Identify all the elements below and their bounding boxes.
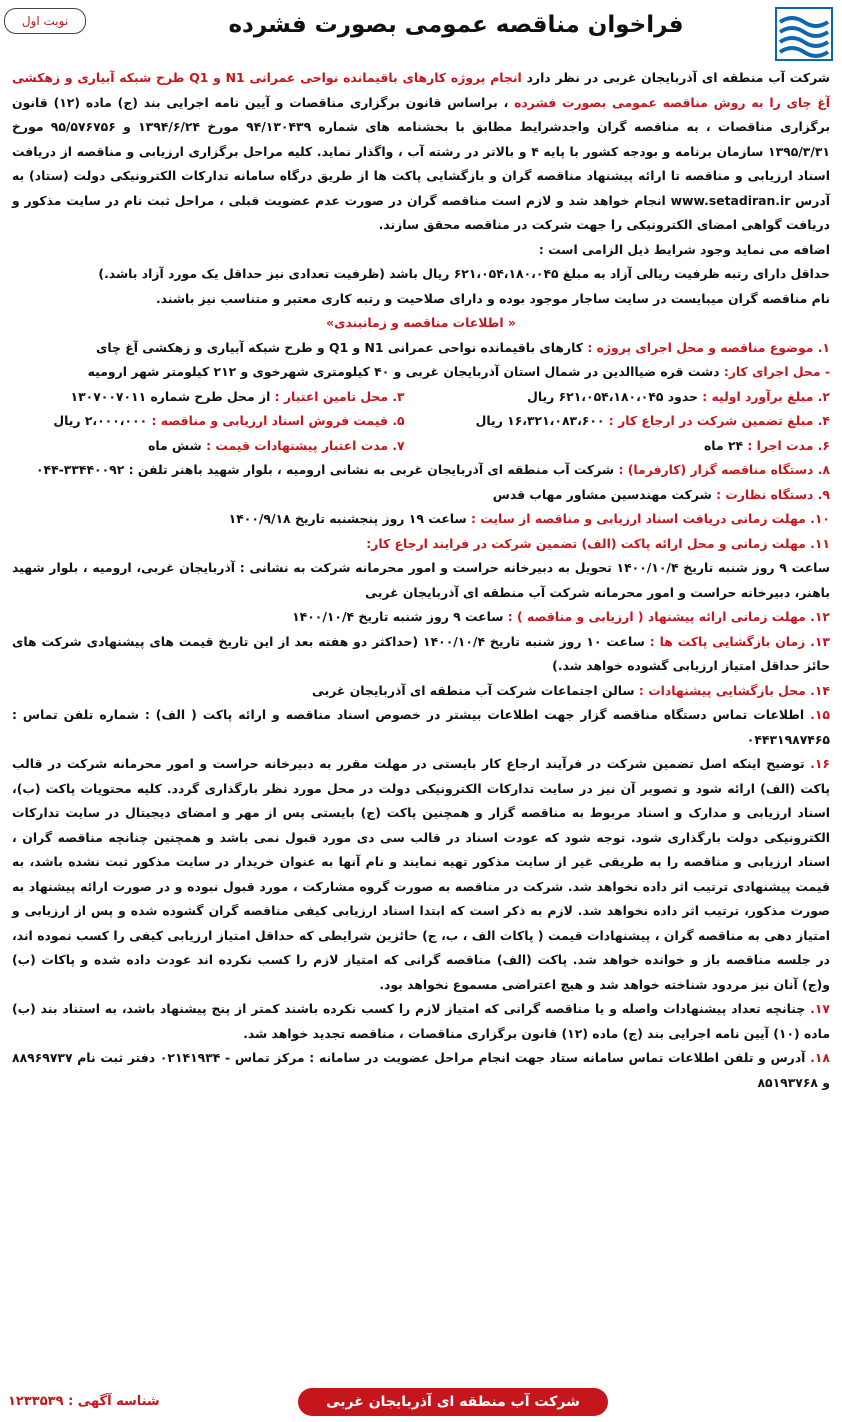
item-value: کارهای باقیمانده نواحی عمرانی N1 و Q1 و طرح شبکه آبیاری و زهکشی آغ چای: [96, 339, 588, 355]
item-1b: [12, 360, 830, 385]
item-value: ۲،۰۰۰،۰۰۰ ریال: [53, 413, 152, 428]
item-8: [12, 458, 830, 483]
item-11-label: ۱۱. مهلت زمانی و محل ارائه پاکت (الف) تضمین شرکت در فرایند ارجاع کار:: [366, 535, 830, 551]
conditions-intro: اضافه می نماید وجود شرایط ذیل الزامی است :: [538, 241, 830, 257]
item-value: شرکت مهندسین مشاور مهاب قدس: [492, 486, 717, 502]
item-label: ۵. قیمت فروش اسناد ارزیابی و مناقصه :: [151, 413, 405, 428]
item-label: ۴. مبلغ تضمین شرکت در ارجاع کار :: [608, 413, 830, 428]
item-3: [12, 385, 405, 410]
item-value: سالن اجتماعات شرکت آب منطقه ای آذربایجان غربی: [312, 682, 639, 698]
item-12: [12, 605, 830, 630]
footer: [0, 1378, 842, 1418]
item-number: ۱۸.: [810, 1050, 830, 1065]
water-company-logo-icon: [774, 6, 834, 62]
item-2: [405, 385, 830, 410]
company-banner: شرکت آب منطقه ای آذربایجان غربی: [298, 1388, 608, 1416]
item-row-2-3: [12, 385, 830, 410]
item-value: شش ماه: [148, 437, 207, 453]
item-label: ۳. محل تامین اعتبار :: [274, 388, 405, 404]
item-4: [405, 409, 830, 434]
item-9: [12, 483, 830, 508]
header: [0, 4, 842, 60]
item-label: ۱۳. زمان بازگشایی پاکت ها :: [649, 633, 830, 649]
intro-text: شرکت آب منطقه ای آذربایجان غربی در نظر دارد: [521, 70, 830, 85]
item-18: [12, 1046, 830, 1095]
item-value: آدرس و تلفن اطلاعات تماس سامانه ستاد جهت انجام مراحل عضویت در سامانه : مرکز تماس - ۰۲۱۴۱۹۳۴ دفتر ثبت نام ۸۸۹۶۹۷۳۷ و ۸۵۱۹۳۷۶۸: [12, 1050, 830, 1090]
item-row-4-5: [12, 409, 830, 434]
item-value: اطلاعات تماس دستگاه مناقصه گزار جهت اطلاعات بیشتر در خصوص اسناد مناقصه و ارائه پاکت ( الف) : شماره تلفن تماس : ۰۴۴۳۱۹۸۷۴۶۵: [12, 707, 830, 747]
item-value: از محل طرح شماره ۱۳۰۷۰۰۷۰۱۱: [70, 388, 275, 404]
item-value: ۲۴ ماه: [703, 437, 748, 453]
item-label: ۷. مدت اعتبار پیشنهادات قیمت :: [206, 437, 405, 453]
page-title: فراخوان مناقصه عمومی بصورت فشرده: [228, 12, 684, 38]
ad-id: شناسه آگهی : ۱۲۳۳۵۳۹: [8, 1394, 160, 1409]
item-number: ۱۶.: [810, 756, 830, 771]
item-value: حدود ۶۲۱،۰۵۴،۱۸۰،۰۴۵ ریال: [527, 388, 703, 404]
item-label: ۶. مدت اجرا :: [747, 437, 830, 453]
project-title: انجام پروژه کارهای باقیمانده نواحی عمرانی N1 و Q1 طرح شبکه آبیاری و زهکشی آغ چای را به روش مناقصه عمومی بصورت فشرده: [12, 70, 830, 110]
item-value: ساعت ۱۹ روز پنجشنبه تاریخ ۱۴۰۰/۹/۱۸: [228, 511, 471, 526]
section-title: « اطلاعات مناقصه و زمانبندی»: [326, 315, 516, 330]
item-label: ۱۲. مهلت زمانی ارائه پیشنهاد ( ارزیابی و مناقصه ) :: [507, 609, 830, 624]
item-16: [12, 752, 830, 997]
item-value: توضیح اینکه اصل تضمین شرکت در فرآیند ارجاع کار بایستی در مهلت مقرر به دبیرخانه حراست و امور محرمانه شرکت در قالب پاکت (الف) ارائه شود و تصویر آن نیز در سایت تدارکات الکترونیکی دولت در محل مورد نظر بارگذاری گردد. کلیه محتویات پاکت (ب)، اسناد ارزیابی و مدارک و اسناد مربوط به مناقصه گزار و همچنین پاکت (ج) بایستی پس از مهر و امضای دیجیتال در سایت تدارکات الکترونیکی دولت بارگذاری شود. توجه شود که عودت اسناد در قالب سی دی مورد قبول نمی باشد و همچنین چنانچه مناقصه گران ، اسناد ارزیابی و مناقصه را به طریقی غیر از سایت مذکور تهیه نمایند و نام آنها به عنوان خریدار در سایت مذکور ثبت نشده باشد، به قیمت پیشنهادی ترتیب اثر داده نخواهد شد. شرکت در مناقصه به صورت گروه مشارکت ، مورد قبول نبوده و در صورت ارائه پیشنهاد به صورت مذکور، ترتیب اثر داده نخواهد شد. لازم به ذکر است که ابتدا اسناد ارزیابی کیفی مناقصه گران گشوده شده و پس از ارزیابی و امتیاز دهی به مناقصه گران ، پیشنهادات قیمت ( پاکات الف ، ب، ج) حائزین شرایطی که حداقل امتیاز ارزیابی کیفی را کسب نموده اند، در جلسه مناقصه باز و خوانده خواهد شد. پاکت (الف) مناقصه گرانی که امتیاز لازم را کسب نکرده اند عودت داده شده و پاکات (ب) و(ج) آنان نیز مردود شناخته خواهد شد و هیچ اعتراضی مسموع نخواهد بود.: [12, 756, 830, 992]
item-label: ۸. دستگاه مناقصه گزار (کارفرما) :: [618, 462, 830, 477]
announcement-body: [12, 66, 830, 1095]
item-1: [12, 336, 830, 361]
condition-sajar: نام مناقصه گران میبایست در سایت ساجار موجود بوده و دارای صلاحیت و رتبه کاری معتبر و متناسب نیز باشند.: [155, 290, 830, 306]
item-label: - محل اجرای کار:: [723, 364, 830, 379]
item-row-6-7: [12, 434, 830, 459]
intro-text-rest: ، براساس قانون برگزاری مناقصات و آیین نامه اجرایی بند (ج) ماده (۱۲) قانون برگزاری مناقصات ، به مناقصه گران واجدشرایط مطابق با بخشنامه های شماره ۹۴/۱۳۰۴۳۹ مورخ ۱۳۹۴/۶/۲۴ و ۹۵/۵۷۶۷۵۶ مورخ ۱۳۹۵/۳/۳۱ سازمان برنامه و بودجه کشور با پایه ۴ و بالاتر در رشته آب ، واگذار نماید. کلیه مراحل برگزاری ارزیابی و مناقصه از دریافت اسناد ارزیابی و مناقصه تا ارائه پیشنهاد مناقصه گران و بازگشایی پاکت ها از طریق درگاه سامانه تدارکات الکترونیکی دولت (ستاد) به آدرس www.setadiran.ir انجام خواهد شد و لازم است مناقصه گران در صورت عدم عضویت قبلی ، مراحل ثبت نام در سایت مذکور و دریافت گواهی امضای الکترونیکی را جهت شرکت در مناقصه محقق سازند.: [12, 94, 830, 232]
item-13: [12, 630, 830, 679]
item-label: ۹. دستگاه نظارت :: [716, 486, 830, 502]
condition-rank: حداقل دارای رتبه ظرفیت ریالی آزاد به مبلغ ۶۲۱،۰۵۴،۱۸۰،۰۴۵ ریال باشد (ظرفیت تعدادی نیز حداقل یک مورد آزاد باشد.): [98, 266, 830, 281]
item-value: ۱۶،۳۲۱،۰۸۳،۶۰۰ ریال: [475, 413, 609, 428]
item-5: [12, 409, 405, 434]
item-10: [12, 507, 830, 532]
item-7: [12, 434, 405, 459]
item-value: شرکت آب منطقه ای آذربایجان غربی به نشانی ارومیه ، بلوار شهید باهنر تلفن : ۳۳۴۴۰۰۹۲-۰۴۴: [35, 462, 619, 477]
item-6: [405, 434, 830, 459]
item-value: ساعت ۹ روز شنبه تاریخ ۱۴۰۰/۱۰/۴: [292, 609, 508, 624]
item-15: [12, 703, 830, 752]
item-17: [12, 997, 830, 1046]
item-value: ساعت ۱۰ روز شنبه تاریخ ۱۴۰۰/۱۰/۴ (حداکثر دو هفته بعد از این تاریخ قیمت های پیشنهادی شرکت های حائز حداقل امتیاز ارزیابی گشوده خواهد شد.): [12, 633, 830, 673]
item-value: دشت قره ضیاالدین در شمال استان آذربایجان غربی و ۴۰ کیلومتری شهرخوی و ۲۱۲ کیلومتر شهر ارومیه: [87, 364, 724, 379]
item-number: ۱۵.: [810, 707, 830, 722]
round-badge: نوبت اول: [4, 8, 86, 34]
item-label: ۱. موضوع مناقصه و محل اجرای پروژه :: [587, 339, 830, 355]
item-label: ۱۰. مهلت زمانی دریافت اسناد ارزیابی و مناقصه از سایت :: [470, 511, 830, 526]
item-number: ۱۷.: [810, 1001, 830, 1016]
intro-paragraph: [12, 66, 830, 238]
item-value: چنانچه تعداد پیشنهادات واصله و یا مناقصه گرانی که امتیاز لازم را کسب نکرده باشند کمتر از پنج پیشنهاد باشد، به استناد بند (ب) ماده (۱۰) آیین نامه اجرایی بند (ج) ماده (۱۲) قانون برگزاری مناقصات ، مناقصه تجدید خواهد شد.: [12, 1001, 830, 1041]
item-14: [12, 679, 830, 704]
item-11-text: ساعت ۹ روز شنبه تاریخ ۱۴۰۰/۱۰/۴ تحویل به دبیرخانه حراست و امور محرمانه شرکت به نشانی : آذربایجان غربی، ارومیه ، بلوار شهید باهنر، دبیرخانه حراست و امور محرمانه شرکت آب منطقه ای آذربایجان غربی: [12, 560, 830, 600]
item-label: ۲. مبلغ برآورد اولیه :: [702, 388, 830, 404]
item-label: ۱۴. محل بازگشایی پیشنهادات :: [638, 682, 830, 698]
